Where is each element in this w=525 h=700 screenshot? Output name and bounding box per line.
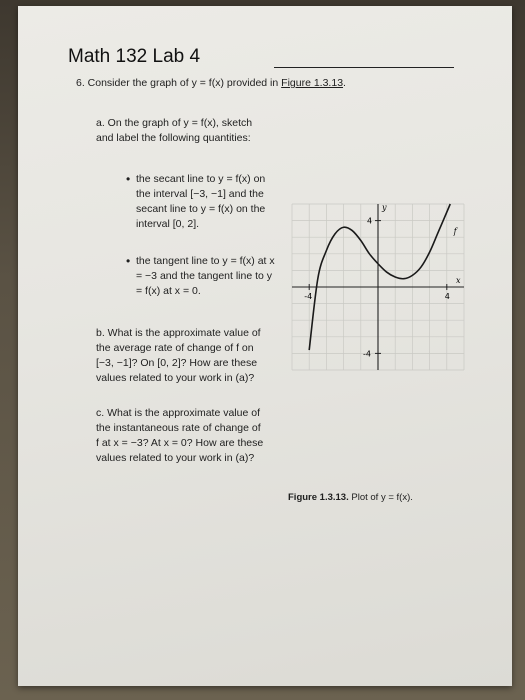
curve-f [309,204,450,350]
worksheet-page [18,6,512,686]
x-axis-label: x [456,276,461,285]
figure-reference-link[interactable]: Figure 1.3.13 [281,77,344,89]
part-b-text: b. What is the approximate value of the average rate of change of f on [−3, −1]? On [0, 2]? How are these values related to your work in (a)? [96,327,261,384]
bullet-secant: • the secant line to y = f(x) on the interval [−3, −1] and the secant line to y = f(x) on the interval [0, 2]. [126,172,281,232]
caption-text: Plot of y = f(x). [348,492,413,503]
page-title: Math 132 Lab 4 [68,46,201,67]
problem-intro-prefix: 6. Consider the graph of y = f(x) provided in [76,77,282,89]
caption-label: Figure 1.3.13. [288,492,349,503]
tick-label-y-neg4: -4 [363,349,371,359]
part-c-text: c. What is the approximate value of the instantaneous rate of change of f at x = −3? At x = 0? How are these values related to your work in (a)? [96,407,264,464]
tick-label-y-4: 4 [367,216,373,226]
part-a-text: a. On the graph of y = f(x), sketch and label the following quantities: [96,117,253,144]
name-line [274,67,454,68]
bullet-tangent: • the tangent line to y = f(x) at x = −3 and the tangent line to y = f(x) at x = 0. [126,254,281,299]
figure-graph [286,198,470,376]
problem-intro [76,76,346,91]
graph-svg [286,198,470,376]
problem-intro-suffix: . [343,77,346,89]
figure-caption [288,490,413,505]
y-axis-label: y [382,203,387,212]
tick-label-x-neg4: -4 [304,292,313,301]
tick-label-x-4: 4 [444,292,450,301]
curve-label-f: f [453,226,457,236]
